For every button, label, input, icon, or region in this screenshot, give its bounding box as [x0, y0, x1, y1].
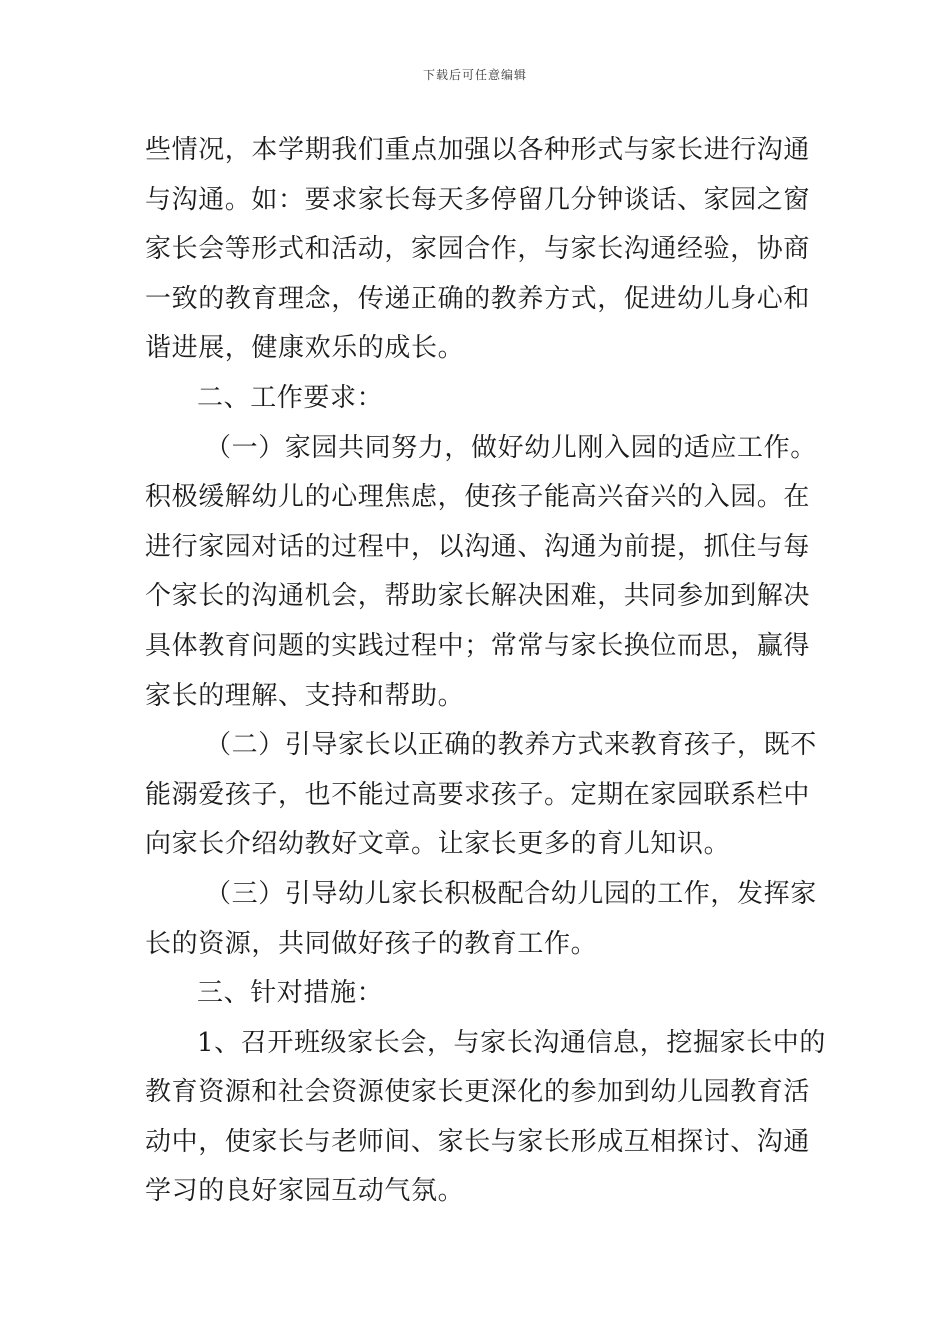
- paragraph-line: 能溺爱孩子，也不能过高要求孩子。定期在家园联系栏中: [145, 779, 811, 810]
- document-body: [145, 126, 826, 1217]
- subsection-heading-2: （二）引导家长以正确的教养方式来教育孩子，既不: [205, 730, 817, 761]
- paragraph-line: 向家长介绍幼教好文章。让家长更多的育儿知识。: [145, 829, 731, 860]
- paragraph-line: 家长的理解、支持和帮助。: [145, 680, 465, 711]
- paragraph-line: 与沟通。如：要求家长每天多停留几分钟谈话、家园之窗: [145, 184, 811, 215]
- paragraph-line: 长的资源，共同做好孩子的教育工作。: [145, 928, 598, 959]
- paragraph-line: 学习的良好家园互动气氛。: [145, 1176, 465, 1207]
- paragraph-line: 家长会等形式和活动，家园合作，与家长沟通经验，协商: [145, 234, 811, 265]
- paragraph-line: 具体教育问题的实践过程中；常常与家长换位而思，赢得: [145, 630, 811, 661]
- section-heading-requirements: 二、工作要求：: [197, 382, 384, 413]
- paragraph-line: 个家长的沟通机会，帮助家长解决困难，共同参加到解决: [145, 581, 811, 612]
- section-heading-measures: 三、针对措施：: [197, 978, 384, 1009]
- paragraph-line: 进行家园对话的过程中，以沟通、沟通为前提，抓住与每: [145, 531, 811, 562]
- subsection-heading-3: （三）引导幼儿家长积极配合幼儿园的工作，发挥家: [205, 878, 817, 909]
- paragraph-line: 谐进展，健康欢乐的成长。: [145, 333, 465, 364]
- list-item-1: 1、召开班级家长会，与家长沟通信息，挖掘家长中的: [197, 1027, 826, 1058]
- paragraph-line: 教育资源和社会资源使家长更深化的参加到幼儿园教育活: [145, 1077, 811, 1108]
- page-header: 下载后可任意编辑: [422, 68, 527, 82]
- subsection-heading-1: （一）家园共同努力，做好幼儿刚入园的适应工作。: [205, 432, 817, 463]
- paragraph-line: 些情况，本学期我们重点加强以各种形式与家长进行沟通: [145, 135, 811, 165]
- paragraph-line: 动中，使家长与老师间、家长与家长形成互相探讨、沟通: [145, 1126, 811, 1157]
- paragraph-line: 积极缓解幼儿的心理焦虑，使孩子能高兴奋兴的入园。在: [145, 482, 811, 513]
- paragraph-line: 一致的教育理念，传递正确的教养方式，促进幼儿身心和: [145, 283, 811, 314]
